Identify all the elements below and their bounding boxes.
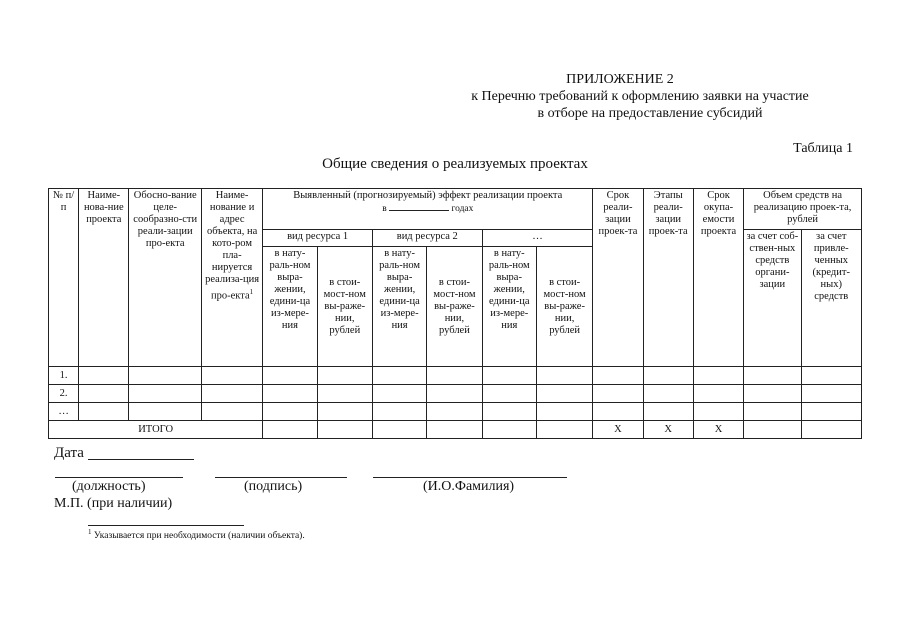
header-cost-2: в стои-мост-ном вы-раже-нии, рублей [427,247,482,367]
footnote-divider [88,525,244,526]
header-project-name: Наиме-нова-ние проекта [79,189,129,367]
header-num: № п/п [49,189,79,367]
row-num: 2. [49,385,79,403]
appendix-subtitle-line1: к Перечню требований к оформлению заявки на участие [471,89,809,104]
total-stages-x: Х [643,421,693,439]
header-resource-1: вид ресурса 1 [263,230,373,247]
position-label: (должность) [72,479,146,494]
table-row [49,385,862,403]
table-title: Общие сведения о реализуемых проектах [322,156,588,172]
total-label: ИТОГО [49,421,263,439]
row-num: … [49,403,79,421]
header-borrowed-funds: за счет привле-ченных (кредит-ных) средств [801,230,861,367]
footnote [88,528,305,541]
header-justification: Обосно-вание целе-сообразно-сти реали-зации про-екта [129,189,201,367]
header-natural-1: в нату-раль-ном выра-жении, едини-ца из-мере-ния [263,247,317,367]
header-cost-1: в стои-мост-ном вы-раже-нии, рублей [317,247,372,367]
header-effect-in: в [382,204,387,214]
projects-table [48,188,862,439]
signature-line [215,477,347,478]
header-own-funds: за счет соб-ствен-ных средств органи-зации [744,230,801,367]
header-cost-3: в стои-мост-ном вы-раже-нии, рублей [536,247,592,367]
position-line [55,477,183,478]
header-payback: Срок окупа-емости проекта [693,189,743,367]
header-term: Срок реали-зации проек-та [593,189,643,367]
footnote-text: Указывается при необходимости (наличии объекта). [91,531,305,542]
header-stages: Этапы реали-зации проек-та [643,189,693,367]
appendix-subtitle-line2: в отборе на предоставление субсидий [537,106,763,121]
date-label: Дата [54,445,84,461]
header-natural-3: в нату-раль-ном выра-жении, едини-ца из-мере-ния [482,247,536,367]
header-resource-3: … [482,230,593,247]
header-effect-years: годах [451,204,474,214]
name-label: (И.О.Фамилия) [423,479,515,494]
header-natural-2: в нату-раль-ном выра-жении, едини-ца из-мере-ния [372,247,426,367]
appendix-title: ПРИЛОЖЕНИЕ 2 [566,72,674,87]
row-num: 1. [49,367,79,385]
header-resource-2: вид ресурса 2 [372,230,482,247]
header-effect-title: Выявленный (прогнозируемый) эффект реализации проекта [293,190,563,201]
name-line [373,477,567,478]
header-funds: Объем средств на реализацию проек-та, рублей [744,189,862,230]
header-object [201,189,262,367]
signature-label: (подпись) [244,479,303,494]
footnote-marker: 1 [88,528,92,536]
footnote-ref: 1 [249,288,254,296]
years-blank [389,202,449,211]
total-payback-x: Х [693,421,743,439]
date-line [88,459,194,460]
table-row [49,403,862,421]
header-object-text: Наиме-нование и адрес объекта, на кото-ром пла-нируется реализа-ция про-екта [205,190,260,302]
header-effect [263,189,593,230]
table-number: Таблица 1 [793,141,853,156]
total-term-x: Х [593,421,643,439]
table-row [49,367,862,385]
total-row [49,421,862,439]
stamp-label: М.П. (при наличии) [54,496,173,511]
